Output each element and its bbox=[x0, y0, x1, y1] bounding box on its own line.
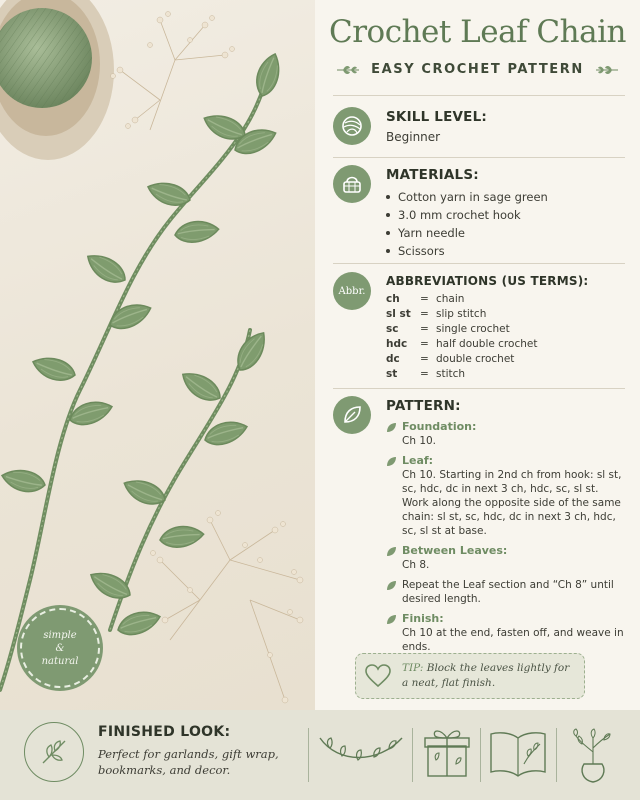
table-row bbox=[386, 322, 537, 337]
footer-text: Perfect for garlands, gift wrap, bookmarks, and decor. bbox=[98, 747, 279, 777]
tip-body: Block the leaves lightly for a neat, flat finish. bbox=[402, 662, 570, 689]
gift-box-icon bbox=[422, 724, 472, 780]
sprig-left-icon bbox=[335, 63, 361, 77]
divider bbox=[333, 388, 625, 389]
divider bbox=[333, 95, 625, 96]
simple-natural-badge bbox=[20, 608, 100, 688]
tip-box bbox=[355, 653, 585, 699]
abbr-value: slip stitch bbox=[436, 308, 487, 320]
bullet-icon bbox=[386, 195, 390, 199]
footer-title: FINISHED LOOK: bbox=[98, 724, 231, 740]
material-item: 3.0 mm crochet hook bbox=[398, 208, 521, 222]
abbr-equals: = bbox=[420, 323, 429, 335]
pattern-step bbox=[386, 612, 633, 654]
tip-label: TIP: bbox=[402, 662, 424, 674]
leaf-bullet-icon bbox=[386, 422, 397, 433]
table-row bbox=[386, 367, 537, 382]
badge-line-2: & bbox=[55, 642, 65, 654]
leaf-bullet-icon bbox=[386, 546, 397, 557]
abbr-equals: = bbox=[420, 293, 429, 305]
pattern-panel bbox=[315, 0, 640, 710]
leaf-bullet-icon bbox=[386, 614, 397, 625]
abbr-key: sc bbox=[386, 323, 399, 335]
skill-heading: SKILL LEVEL: bbox=[386, 109, 488, 125]
leaf-bullet-icon bbox=[386, 456, 397, 467]
pattern-step bbox=[386, 454, 633, 538]
page-title: Crochet Leaf Chain bbox=[329, 14, 626, 50]
subtitle: EASY CROCHET PATTERN bbox=[371, 62, 584, 77]
step-text: Ch 10. bbox=[402, 435, 437, 447]
list-item bbox=[386, 224, 633, 242]
basket-icon bbox=[333, 165, 371, 203]
step-text: Ch 10 at the end, fasten off, and weave in ends. bbox=[402, 627, 624, 653]
step-label: Finish: bbox=[402, 612, 444, 625]
table-row bbox=[386, 352, 537, 367]
divider bbox=[333, 263, 625, 264]
step-label: Foundation: bbox=[402, 420, 477, 433]
list-item bbox=[386, 206, 633, 224]
garland-icon bbox=[318, 724, 404, 780]
badge-line-3: natural bbox=[41, 655, 79, 667]
yarn-ball-icon bbox=[333, 107, 371, 145]
leaf-garland-illustration bbox=[0, 0, 315, 710]
bullet-icon bbox=[386, 231, 390, 235]
skill-value: Beginner bbox=[386, 130, 441, 144]
divider bbox=[556, 728, 557, 782]
abbreviations-table bbox=[386, 292, 537, 382]
step-label: Leaf: bbox=[402, 454, 434, 467]
material-item: Cotton yarn in sage green bbox=[398, 190, 548, 204]
abbr-icon: Abbr. bbox=[333, 272, 371, 310]
abbr-value: half double crochet bbox=[436, 338, 538, 350]
materials-section bbox=[333, 165, 633, 257]
footer-leaf-icon bbox=[24, 722, 84, 782]
step-text-continued: Work along the opposite side of the same chain: sl st, sc, hdc, dc in next 3 ch, hdc, sc, sl st at base. bbox=[402, 497, 621, 537]
abbr-value: chain bbox=[436, 293, 465, 305]
bullet-icon bbox=[386, 249, 390, 253]
material-item: Yarn needle bbox=[398, 226, 465, 240]
table-row bbox=[386, 337, 537, 352]
tip-text bbox=[402, 661, 578, 691]
abbr-key: dc bbox=[386, 353, 400, 365]
abbr-value: stitch bbox=[436, 368, 466, 380]
pattern-heading: PATTERN: bbox=[386, 398, 461, 414]
abbr-value: double crochet bbox=[436, 353, 515, 365]
divider bbox=[333, 157, 625, 158]
product-photo bbox=[0, 0, 315, 710]
abbr-equals: = bbox=[420, 353, 429, 365]
step-text: Ch 8. bbox=[402, 559, 430, 571]
abbr-key: sl st bbox=[386, 308, 411, 320]
materials-heading: MATERIALS: bbox=[386, 167, 479, 183]
abbr-key: st bbox=[386, 368, 398, 380]
open-book-icon bbox=[488, 724, 548, 780]
badge-line-1: simple bbox=[43, 629, 77, 641]
abbr-equals: = bbox=[420, 368, 429, 380]
abbr-equals: = bbox=[420, 308, 429, 320]
abbr-value: single crochet bbox=[436, 323, 510, 335]
abbreviations-section bbox=[333, 272, 633, 382]
list-item bbox=[386, 188, 633, 206]
abbr-key: ch bbox=[386, 293, 400, 305]
sprig-right-icon bbox=[594, 63, 620, 77]
subtitle-row bbox=[315, 62, 640, 77]
step-text: Ch 10. Starting in 2nd ch from hook: sl st, sc, hdc, dc in next 3 ch, hdc, sc, sl st. bbox=[402, 469, 622, 495]
step-text: Repeat the Leaf section and “Ch 8” until desired length. bbox=[402, 579, 614, 605]
table-row bbox=[386, 307, 537, 322]
materials-list bbox=[386, 188, 633, 260]
step-label: Between Leaves: bbox=[402, 544, 508, 557]
bullet-icon bbox=[386, 213, 390, 217]
vase-icon bbox=[568, 724, 618, 786]
table-row bbox=[386, 292, 537, 307]
list-item bbox=[386, 242, 633, 260]
abbr-equals: = bbox=[420, 338, 429, 350]
pattern-step bbox=[386, 578, 633, 606]
leaf-bullet-icon bbox=[386, 580, 397, 591]
pattern-step bbox=[386, 544, 633, 572]
material-item: Scissors bbox=[398, 244, 445, 258]
abbr-key: hdc bbox=[386, 338, 408, 350]
abbreviations-heading: ABBREVIATIONS (US TERMS): bbox=[386, 274, 589, 288]
footer bbox=[0, 710, 640, 800]
heart-icon bbox=[365, 664, 391, 688]
pattern-step bbox=[386, 420, 633, 448]
divider bbox=[308, 728, 309, 782]
skill-level-section bbox=[333, 107, 633, 153]
divider bbox=[480, 728, 481, 782]
divider bbox=[412, 728, 413, 782]
leaf-icon bbox=[333, 396, 371, 434]
pattern-section bbox=[333, 396, 633, 653]
